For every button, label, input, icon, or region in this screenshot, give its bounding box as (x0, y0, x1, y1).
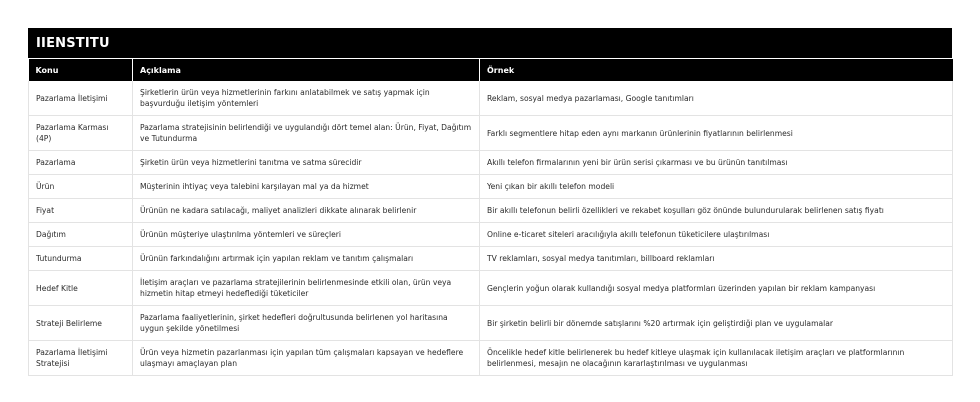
table-row (29, 175, 953, 199)
cell-ornek: Farklı segmentlere hitap eden aynı markanın ürünlerinin fiyatlarının belirlenmesi (480, 116, 953, 151)
cell-ornek: Gençlerin yoğun olarak kullandığı sosyal medya platformları üzerinden yapılan bir reklam kampanyası (480, 271, 953, 306)
brand-header (28, 28, 952, 58)
cell-aciklama: Ürünün ne kadara satılacağı, maliyet analizleri dikkate alınarak belirlenir (133, 199, 480, 223)
table-row (29, 81, 953, 116)
comparison-table (28, 58, 953, 376)
cell-ornek: Bir akıllı telefonun belirli özellikleri ve rekabet koşulları göz önünde bulundurularak belirlenen satış fiyatı (480, 199, 953, 223)
header-row (29, 59, 953, 82)
cell-ornek: Bir şirketin belirli bir dönemde satışlarını %20 artırmak için geliştirdiği plan ve uygulamalar (480, 306, 953, 341)
cell-konu: Fiyat (29, 199, 133, 223)
cell-ornek: Öncelikle hedef kitle belirlenerek bu hedef kitleye ulaşmak için kullanılacak iletişim araçları ve platformlarının belirlenmesi, mesajın ne olacağının kararlaştırılması ve uygulanması (480, 341, 953, 376)
cell-konu: Hedef Kitle (29, 271, 133, 306)
table-row (29, 223, 953, 247)
cell-aciklama: Ürünün müşteriye ulaştırılma yöntemleri ve süreçleri (133, 223, 480, 247)
cell-konu: Tutundurma (29, 247, 133, 271)
cell-aciklama: Müşterinin ihtiyaç veya talebini karşılayan mal ya da hizmet (133, 175, 480, 199)
cell-aciklama: Ürün veya hizmetin pazarlanması için yapılan tüm çalışmaları kapsayan ve hedeflere ulaşmayı amaçlayan plan (133, 341, 480, 376)
cell-aciklama: Ürünün farkındalığını artırmak için yapılan reklam ve tanıtım çalışmaları (133, 247, 480, 271)
cell-aciklama: Pazarlama stratejisinin belirlendiği ve uygulandığı dört temel alan: Ürün, Fiyat, Dağıtım ve Tutundurma (133, 116, 480, 151)
cell-konu: Dağıtım (29, 223, 133, 247)
cell-ornek: TV reklamları, sosyal medya tanıtımları, billboard reklamları (480, 247, 953, 271)
table-head (29, 59, 953, 82)
cell-konu: Ürün (29, 175, 133, 199)
table-row (29, 199, 953, 223)
content-wrapper (28, 28, 952, 376)
cell-konu: Pazarlama İletişimi (29, 81, 133, 116)
cell-aciklama: İletişim araçları ve pazarlama stratejilerinin belirlenmesinde etkili olan, ürün veya hizmetin hitap etmeyi hedeflediği tüketiciler (133, 271, 480, 306)
header-ornek: Örnek (480, 59, 953, 82)
cell-ornek: Yeni çıkan bir akıllı telefon modeli (480, 175, 953, 199)
cell-konu: Pazarlama (29, 151, 133, 175)
table-row (29, 341, 953, 376)
cell-konu: Pazarlama Karması (4P) (29, 116, 133, 151)
table-row (29, 306, 953, 341)
table-body (29, 81, 953, 376)
table-row (29, 116, 953, 151)
table-row (29, 151, 953, 175)
cell-konu: Strateji Belirleme (29, 306, 133, 341)
header-aciklama: Açıklama (133, 59, 480, 82)
cell-ornek: Online e-ticaret siteleri aracılığıyla akıllı telefonun tüketicilere ulaştırılması (480, 223, 953, 247)
cell-ornek: Akıllı telefon firmalarının yeni bir ürün serisi çıkarması ve bu ürünün tanıtılması (480, 151, 953, 175)
cell-aciklama: Pazarlama faaliyetlerinin, şirket hedefleri doğrultusunda belirlenen yol haritasına uygun şekilde yönetilmesi (133, 306, 480, 341)
header-konu: Konu (29, 59, 133, 82)
table-row (29, 247, 953, 271)
table-row (29, 271, 953, 306)
brand-name: IIENSTITU (36, 35, 110, 51)
cell-ornek: Reklam, sosyal medya pazarlaması, Google tanıtımları (480, 81, 953, 116)
cell-aciklama: Şirketin ürün veya hizmetlerini tanıtma ve satma sürecidir (133, 151, 480, 175)
cell-konu: Pazarlama İletişimi Stratejisi (29, 341, 133, 376)
cell-aciklama: Şirketlerin ürün veya hizmetlerinin farkını anlatabilmek ve satış yapmak için başvurduğu iletişim yöntemleri (133, 81, 480, 116)
